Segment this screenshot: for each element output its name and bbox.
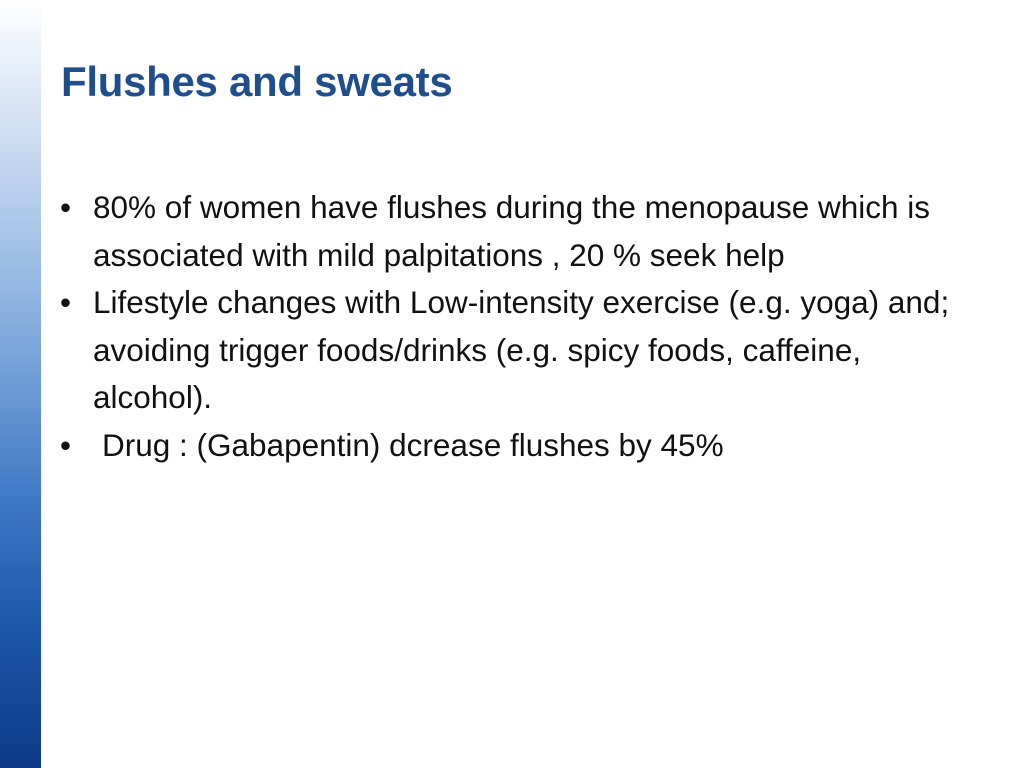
slide-title: Flushes and sweats <box>61 58 453 105</box>
bullet-text: 80% of women have flushes during the menopause which is associated with mild palpitations , 20 % seek help <box>93 189 930 273</box>
bullet-text: Drug : (Gabapentin) dcrease flushes by 45% <box>102 426 724 463</box>
bullet-item <box>60 279 970 422</box>
bullet-icon: • <box>60 284 72 320</box>
bullet-item <box>60 422 970 470</box>
bullet-item <box>60 184 970 279</box>
bullet-text: Lifestyle changes with Low-intensity exercise (e.g. yoga) and; avoiding trigger foods/drinks (e.g. spicy foods, caffeine, alcohol). <box>93 284 950 415</box>
bullet-list <box>60 184 970 469</box>
bullet-icon: • <box>60 426 72 463</box>
bullet-icon: • <box>60 189 72 225</box>
accent-side-bar <box>0 0 41 768</box>
